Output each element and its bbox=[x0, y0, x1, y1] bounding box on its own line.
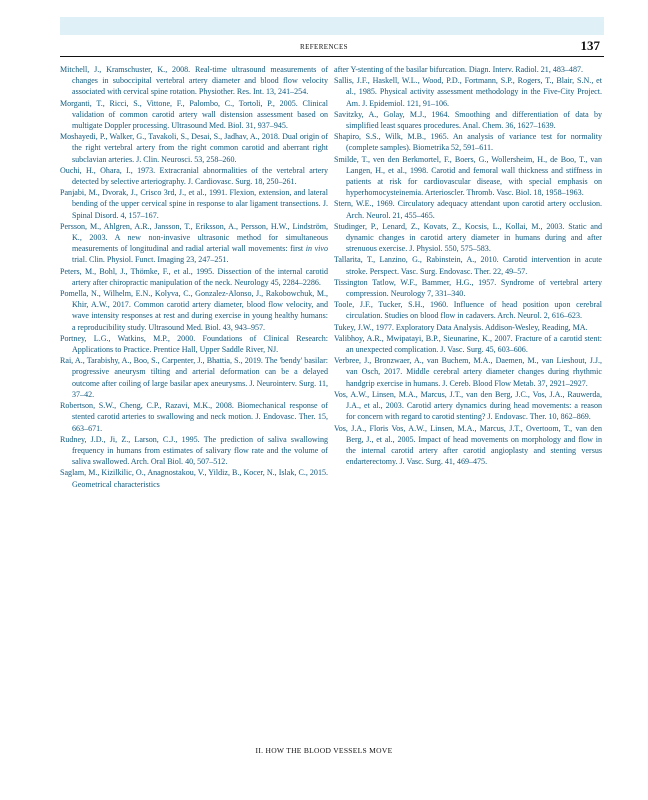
reference-entry: Saglam, M., Kizilkilic, O., Anagnostakou, V., Yildiz, B., Kocer, N., Islak, C., 2015. Geometrical characteristics bbox=[60, 468, 328, 489]
reference-entry: Stern, W.E., 1969. Circulatory adequacy attendant upon carotid artery occlusion. Arch. Neurol. 21, 455–465. bbox=[334, 199, 602, 220]
reference-entry: Morganti, T., Ricci, S., Vittone, F., Palombo, C., Tortoli, P., 2005. Clinical validation of common carotid artery wall distension assessment based on multigate Doppler processing. Ultrasound Med. Biol. 31, 937–945. bbox=[60, 98, 328, 131]
reference-entry: Mitchell, J., Kramschuster, K., 2008. Real-time ultrasound measurements of changes in suboccipital vertebral artery diameter and blood flow velocity associated with cervical spine rotation. Physiother. Res. Int. 13, 241–254. bbox=[60, 65, 328, 97]
reference-entry: Studinger, P., Lenard, Z., Kovats, Z., Kocsis, L., Kollai, M., 2003. Static and dynamic changes in carotid artery diameter in humans during and after strenuous exercise. J. Physiol. 550, 575–583. bbox=[334, 221, 602, 254]
reference-entry: Tukey, J.W., 1977. Exploratory Data Analysis. Addison-Wesley, Reading, MA. bbox=[334, 322, 588, 332]
reference-entry: Peters, M., Bohl, J., Thömke, F., et al., 1995. Dissection of the internal carotid artery after chiropractic manipulation of the neck. Neurology 45, 2284–2286. bbox=[60, 266, 328, 287]
reference-entry: Toole, J.F., Tucker, S.H., 1960. Influence of head position upon cerebral circulation. Studies on blood flow in cadavers. Arch. Neurol. 2, 616–623. bbox=[334, 300, 602, 321]
reference-entry: Valibhoy, A.R., Mwipatayi, B.P., Sieunarine, K., 2007. Fracture of a carotid stent: an unexpected complication. J. Vasc. Surg. 45, 603–606. bbox=[334, 333, 602, 355]
page-footer: II. HOW THE BLOOD VESSELS MOVE bbox=[255, 746, 393, 755]
italic-term: in vivo bbox=[305, 244, 328, 254]
references-right-column bbox=[334, 64, 602, 467]
reference-entry: Verbree, J., Bronzwaer, A., van Buchem, M.A., Daemen, M., van Lieshout, J.J., van Osch, 2017. Middle cerebral artery diameter changes during rhythmic handgrip exercise in humans. J. Cereb. Blood Flow Metab. 37, 2921–2927. bbox=[334, 356, 602, 388]
reference-entry: Panjabi, M., Dvorak, J., Crisco 3rd, J., et al., 1991. Flexion, extension, and lateral bending of the upper cervical spine in response to alar ligament transections. J. Spinal Disord. 4, 157–167. bbox=[60, 188, 328, 220]
reference-entry: Shapiro, S.S., Wilk, M.B., 1965. An analysis of variance test for normality (complete samples). Biometrika 52, 591–611. bbox=[334, 132, 602, 153]
reference-entry: Sallis, J.F., Haskell, W.L., Wood, P.D., Fortmann, S.P., Rogers, T., Blair, S.N., et al., 1985. Physical activity assessment methodology in the Five-City Project. Am. J. Epidemiol. 121, 91–106. bbox=[334, 76, 602, 108]
page-header bbox=[60, 36, 604, 57]
reference-entry: Rai, A., Tarabishy, A., Boo, S., Carpenter, J., Bhattia, S., 2019. The 'bendy' basilar: progressive aneurysm tilting and arterial deformation can be a delayed outcome after coiling of large basilar apex aneurysms. J. Neurointerv. Surg. 11, 37–42. bbox=[60, 356, 328, 399]
header-band bbox=[60, 17, 604, 35]
reference-entry: Ouchi, H., Ohara, I., 1973. Extracranial abnormalities of the vertebral artery detected by selective arteriography. J. Cardiovasc. Surg. 18, 250–261. bbox=[60, 165, 328, 187]
running-head: REFERENCES bbox=[300, 43, 348, 51]
reference-entry: Tallarita, T., Lanzino, G., Rabinstein, A., 2010. Carotid intervention in acute stroke. Perspect. Vasc. Surg. Endovasc. Ther. 22, 49–57. bbox=[334, 255, 602, 276]
reference-entry: Vos, A.W., Linsen, M.A., Marcus, J.T., van den Berg, J.C., Vos, J.A., Rauwerda, J.A., et al., 2003. Carotid artery dynamics during head movements: a reason for concern with regard to carotid stenting? J. Endovasc. Ther. 10, 862–869. bbox=[334, 389, 602, 422]
reference-entry: Persson, M., Ahlgren, A.R., Jansson, T., Eriksson, A., Persson, H.W., Lindström, K., 2003. A new non-invasive ultrasonic method for simultaneous measurements of longitudinal and radial arterial wall movements: first in vivo trial. Clin. Physiol. Funct. Imaging 23, 247–251. bbox=[60, 221, 328, 265]
reference-entry: Portney, L.G., Watkins, M.P., 2000. Foundations of Clinical Research: Applications to Practice. Prentice Hall, Upper Saddle River, NJ. bbox=[60, 333, 328, 355]
reference-entry: Robertson, S.W., Cheng, C.P., Razavi, M.K., 2008. Biomechanical response of stented carotid arteries to swallowing and neck motion. J. Endovasc. Ther. 15, 663–671. bbox=[60, 401, 328, 433]
reference-entry: Vos, J.A., Floris Vos, A.W., Linsen, M.A., Marcus, J.T., Overtoom, T., van den Berg, J., et al., 2005. Impact of head movements on morphology and flow in the internal carotid artery after carotid angioplasty and stenting versus endarterectomy. J. Vasc. Surg. 41, 469–475. bbox=[334, 423, 602, 467]
reference-entry: Pomella, N., Wilhelm, E.N., Kolyva, C., Gonzalez-Alonso, J., Rakobowchuk, M., Khir, A.W., 2017. Common carotid artery diameter, blood flow velocity, and wave intensity responses at rest and during exercise in young healthy humans: a reproducibility study. Ultrasound Med. Biol. 43, 943–957. bbox=[60, 289, 328, 332]
reference-entry: Moshayedi, P., Walker, G., Tavakoli, S., Desai, S., Jadhav, A., 2018. Dual origin of the right vertebral artery from the right common carotid and aberrant right subclavian arteries. J. Clin. Neurosci. 53, 258–260. bbox=[60, 132, 328, 164]
reference-entry: Smilde, T., ven den Berkmortel, F., Boers, G., Wollersheim, H., de Boo, T., van Langen, H., et al., 1998. Carotid and femoral wall thickness and stiffness in patients at risk for cardiovascular disease, with special emphasis on hyperhomocysteinemia. Arterioscler. Thromb. Vasc. Biol. 18, 1958–1963. bbox=[334, 154, 602, 198]
reference-entry: Savitzky, A., Golay, M.J., 1964. Smoothing and differentiation of data by simplified least squares procedures. Anal. Chem. 36, 1627–1639. bbox=[334, 109, 602, 131]
page-number: 137 bbox=[580, 38, 600, 53]
reference-entry: Rudney, J.D., Ji, Z., Larson, C.J., 1995. The prediction of saliva swallowing frequency in humans from estimates of salivary flow rate and the volume of saliva swallowed. Arch. Oral Biol. 40, 507–512. bbox=[60, 434, 328, 467]
reference-entry: Tissington Tatlow, W.F., Bammer, H.G., 1957. Syndrome of vertebral artery compression. Neurology 7, 331–340. bbox=[334, 277, 602, 299]
references-left-column bbox=[60, 64, 328, 490]
reference-entry: after Y-stenting of the basilar bifurcation. Diagn. Interv. Radiol. 21, 483–487. bbox=[334, 65, 584, 74]
